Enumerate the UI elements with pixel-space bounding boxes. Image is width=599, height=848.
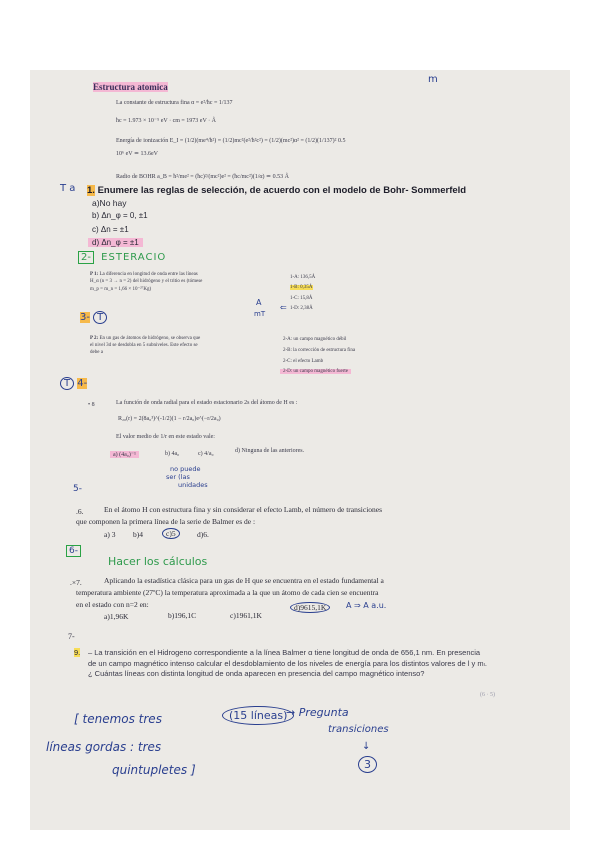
q6-item: .×7. [70, 578, 82, 587]
q1-option-a: a)No hay [92, 198, 127, 208]
q4-label [60, 378, 87, 389]
q7-item: 9. [74, 648, 81, 657]
q6-note: Hacer los cálculos [108, 555, 208, 568]
q6-text-1: Aplicando la estadística clásica para un gas de H que se encuentra en el estado fundamental a [104, 576, 384, 585]
q6-text-3: en el estado con n=2 en: [76, 600, 149, 609]
q1-option-b: b) Δn_φ = 0, ±1 [92, 211, 148, 220]
q4-hand-2: ser (las [166, 473, 190, 481]
q1-question [87, 185, 466, 196]
q4-hand-1: no puede [170, 465, 201, 473]
q6-option-b: b)196,1C [168, 611, 197, 620]
q6-hand: A ⇒ A a.u. [346, 601, 387, 610]
q4-option-d: d) Ninguna de las anteriores. [235, 448, 305, 454]
page-title: Estructura atomica [93, 82, 168, 92]
q5-option-d: d)6. [197, 530, 209, 539]
q3-number: 3- [80, 312, 90, 323]
q5-option-c [162, 529, 180, 538]
q6-number: 6- [66, 545, 81, 557]
handwritten-line-2: líneas gordas : tres [46, 740, 162, 754]
q5-option-c-selected: c)5 [162, 528, 180, 539]
q1-margin-note: T a [60, 183, 76, 194]
q2-option-c: 1-C: 15,8Å [290, 296, 313, 301]
formula-bohr-radius: Radio de BOHR a_B = ħ²/me² = (ħc)²/(mc²)e² = (ħc/mc²)(1/α) ≃ 0.53 Å [116, 174, 289, 180]
q2-number: 2- [78, 251, 94, 264]
q2-hand-mt: mT [254, 310, 266, 318]
q3-problem-label: P 2: [90, 336, 99, 341]
q1-option-d: d) Δn_φ = ±1 [88, 238, 143, 247]
handwritten-line-3: quintupletes ] [112, 763, 196, 777]
formula-ionization: Energía de ionización E_I = (1/2)(me⁴/ħ²) = (1/2)mc²(e²/ħ²c²) = (1/2)(mc²)α² = (1/2)(1/137)² 0.5 [116, 138, 346, 144]
q2-problem-label: P 1: [90, 272, 99, 277]
q2-problem-line-3: m_p = m_n = 1,66 × 10⁻²⁷Kg) [90, 287, 152, 292]
q4-hand-3: unidades [178, 481, 208, 489]
q2-problem [90, 272, 198, 277]
q2-label [78, 252, 166, 263]
q3-option-b: 2-B: la corrección de estructura fina [283, 348, 356, 353]
q2-option-d: 1-D: 2,38Å [290, 306, 313, 311]
q5-text-1: En el átomo H con estructura fina y sin considerar el efecto Lamb, el número de transiciones [104, 505, 383, 514]
q3-problem-line-1: En un gas de átomos de hidrógeno, se observa que [99, 336, 201, 341]
q4-formula: R₂₀(r) = 2(8a₀³)^(-1/2)(1 − r/2a₀)e^(−r/2a₀) [118, 416, 221, 422]
q3-option-a: 2-A: un campo magnético débil [283, 337, 347, 342]
formula-fine-structure: La constante de estructura fina α = e²/ħc = 1/137 [116, 100, 233, 106]
handwritten-arrow-icon: ↓ [362, 741, 371, 752]
formula-ionization-value: 10⁶ eV ≃ 13.6eV [116, 151, 159, 157]
q5-option-b: b)4 [133, 530, 143, 539]
q6-label [66, 545, 81, 556]
q5-text-2: que componen la primera línea de la serie de Balmer es de : [76, 517, 256, 526]
q2-option-a: 1-A: 136,5Å [290, 275, 316, 280]
q4-question: El valor medio de 1/r en este estado vale: [116, 434, 215, 440]
handwritten-question: → Pregunta [286, 706, 349, 719]
q2-note: ESTERACIO [101, 252, 167, 263]
q5-number: 5- [73, 484, 82, 494]
q3-problem [90, 336, 200, 341]
q7-faint-note: (6 · 5) [480, 692, 495, 698]
q6-option-a: a)1,96K [104, 612, 129, 621]
q2-option-b: 1-B: 0,35Å [290, 285, 313, 290]
q4-text: La función de onda radial para el estado estacionario 2s del átomo de H es : [116, 400, 298, 406]
q3-problem-line-3: debe a [90, 350, 103, 355]
q4-number: 4- [77, 378, 88, 389]
corner-mark: m [428, 74, 438, 85]
q3-label [80, 312, 107, 323]
q2-hand-a: A [256, 298, 262, 307]
q6-option-d [290, 603, 330, 612]
handwritten-transitions: transiciones [328, 724, 389, 735]
q4-option-a: a) (4a₀)⁻¹ [110, 451, 139, 458]
q6-option-c: c)1961,1K [230, 611, 262, 620]
q3-mark: T [93, 311, 107, 324]
q1-option-c: c) Δn = ±1 [92, 225, 129, 234]
handwritten-fifteen-lines: (15 líneas) [222, 706, 294, 725]
q4-option-c: c) 4/a₀ [198, 451, 214, 457]
q4-option-b: b) 4a₀ [165, 451, 180, 457]
q2-hand-arrow: ⇐ [280, 303, 287, 312]
handwritten-three: 3 [358, 756, 377, 773]
q6-option-d-selected: d)9615,1K [290, 602, 330, 613]
q1-text: Enumere las reglas de selección, de acuerdo con el modelo de Bohr- Sommerfeld [97, 185, 467, 196]
q2-problem-line-2: H_α (n = 3 → n = 2) del hidrógeno y el tritio es (tómese [90, 279, 203, 284]
q5-option-a: a) 3 [104, 530, 116, 539]
q6-text-2: temperatura ambiente (27ºC) la temperatura aproximada a la que un átomo de cada cien se encuentra [76, 588, 379, 597]
q3-option-d: 2-D: un campo magnético fuerte [280, 369, 351, 374]
q3-problem-line-2: el nivel 3d se desdobla en 5 subniveles. Este efecto se [90, 343, 198, 348]
q4-bullet: • 8 [88, 402, 95, 408]
q1-number: 1. [87, 185, 95, 196]
formula-hbar-c: ħc = 1.973 × 10⁻⁵ eV · cm = 1973 eV · Å [116, 118, 217, 124]
handwritten-line-1: [ tenemos tres [74, 712, 162, 726]
q7-number: 7- [68, 632, 75, 641]
q7-text: – La transición en el Hidrogeno correspondiente a la línea Balmer α tiene longitud de onda de 656,1 nm. En presencia de un campo magnético intenso calcular el desdoblamiento de los niveles de energía para los distintos valores de l y mₗ. ¿ Cuántas líneas con distinta longitud de onda aparecen en presencia del campo magnético intenso? [88, 648, 487, 678]
q3-option-c: 2-C: el efecto Lamb [283, 359, 324, 364]
q5-item: .6. [76, 507, 84, 516]
q2-problem-line-1: La diferencia en longitud de onda entre las líneas [99, 272, 198, 277]
q4-mark: T [60, 377, 74, 390]
